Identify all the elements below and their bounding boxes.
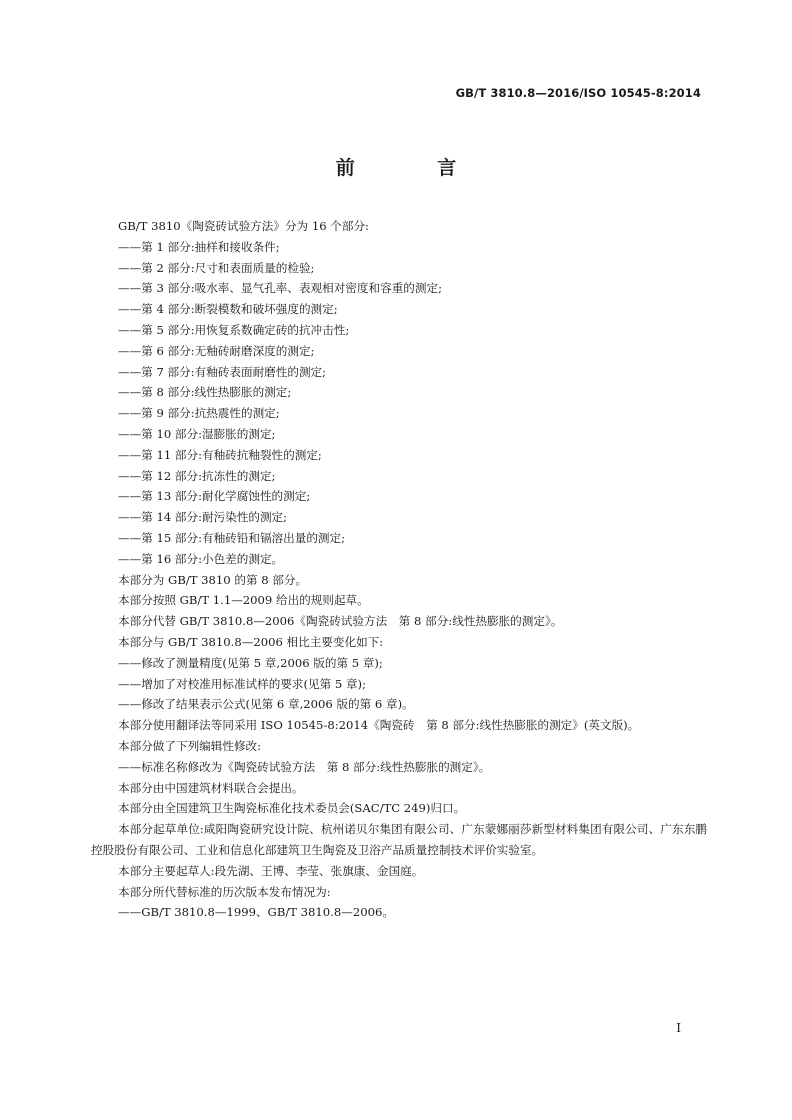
part-list-item: ——第 3 部分:吸水率、显气孔率、表观相对密度和容重的测定;	[118, 281, 442, 296]
statement-line: 本部分代替 GB/T 3810.8—2006《陶瓷砖试验方法 第 8 部分:线性热膨胀的测定》。	[118, 614, 563, 629]
part-list-item: ——第 12 部分:抗冻性的测定;	[118, 468, 276, 483]
part-list-item: ——第 16 部分:小色差的测定。	[118, 551, 284, 566]
change-list-item: ——修改了测量精度(见第 5 章,2006 版的第 5 章);	[118, 655, 383, 670]
part-list-item: ——第 14 部分:耐污染性的测定;	[118, 510, 288, 525]
statement-line: 本部分为 GB/T 3810 的第 8 部分。	[118, 572, 308, 587]
part-list-item: ——第 8 部分:线性热膨胀的测定;	[118, 385, 292, 400]
part-list-item: ——第 15 部分:有釉砖铅和镉溶出量的测定;	[118, 530, 346, 545]
history-list-item: ——GB/T 3810.8—1999、GB/T 3810.8—2006。	[118, 905, 394, 920]
statement-line: 本部分使用翻译法等同采用 ISO 10545-8:2014《陶瓷砖 第 8 部分:线性热膨胀的测定》(英文版)。	[118, 718, 640, 733]
part-list-item: ——第 7 部分:有釉砖表面耐磨性的测定;	[118, 364, 327, 379]
edit-list-item: ——标准名称修改为《陶瓷砖试验方法 第 8 部分:线性热膨胀的测定》。	[118, 759, 491, 774]
part-list-item: ——第 9 部分:抗热震性的测定;	[118, 406, 280, 421]
part-list-item: ——第 2 部分:尺寸和表面质量的检验;	[118, 260, 315, 275]
statement-line: 本部分由中国建筑材料联合会提出。	[118, 780, 304, 795]
part-list-item: ——第 4 部分:断裂模数和破坏强度的测定;	[118, 302, 338, 317]
page-number: I	[676, 1021, 681, 1035]
history-intro-line: 本部分所代替标准的历次版本发布情况为:	[118, 884, 331, 899]
statement-line: 本部分按照 GB/T 1.1—2009 给出的规则起草。	[118, 593, 369, 608]
statement-line: 本部分与 GB/T 3810.8—2006 相比主要变化如下:	[118, 634, 384, 649]
standard-code: GB/T 3810.8—2016/ISO 10545-8:2014	[455, 86, 701, 100]
drafting-units-paragraph: 本部分起草单位:咸阳陶瓷研究设计院、杭州诺贝尔集团有限公司、广东蒙娜丽莎新型材料集团有限公司、广东东鹏控股股份有限公司、工业和信息化部建筑卫生陶瓷及卫浴产品质量控制技术评价实验室。	[91, 822, 707, 857]
part-list-item: ——第 11 部分:有釉砖抗釉裂性的测定;	[118, 447, 322, 462]
part-list-item: ——第 13 部分:耐化学腐蚀性的测定;	[118, 489, 311, 504]
part-list-item: ——第 10 部分:湿膨胀的测定;	[118, 426, 276, 441]
page-title: 前 言	[335, 157, 495, 179]
change-list-item: ——增加了对校准用标准试样的要求(见第 5 章);	[118, 676, 366, 691]
part-list-item: ——第 6 部分:无釉砖耐磨深度的测定;	[118, 343, 315, 358]
statement-line: 本部分由全国建筑卫生陶瓷标准化技术委员会(SAC/TC 249)归口。	[118, 801, 466, 816]
statement-line: 本部分做了下列编辑性修改:	[118, 738, 262, 753]
change-list-item: ——修改了结果表示公式(见第 6 章,2006 版的第 6 章)。	[118, 697, 414, 712]
foreword-body	[91, 216, 707, 923]
intro-line: GB/T 3810《陶瓷砖试验方法》分为 16 个部分:	[118, 219, 369, 233]
part-list-item: ——第 1 部分:抽样和接收条件;	[118, 239, 280, 254]
part-list-item: ——第 5 部分:用恢复系数确定砖的抗冲击性;	[118, 322, 350, 337]
drafters-line: 本部分主要起草人:段先湖、王博、李莹、张旗康、金国庭。	[118, 863, 424, 878]
